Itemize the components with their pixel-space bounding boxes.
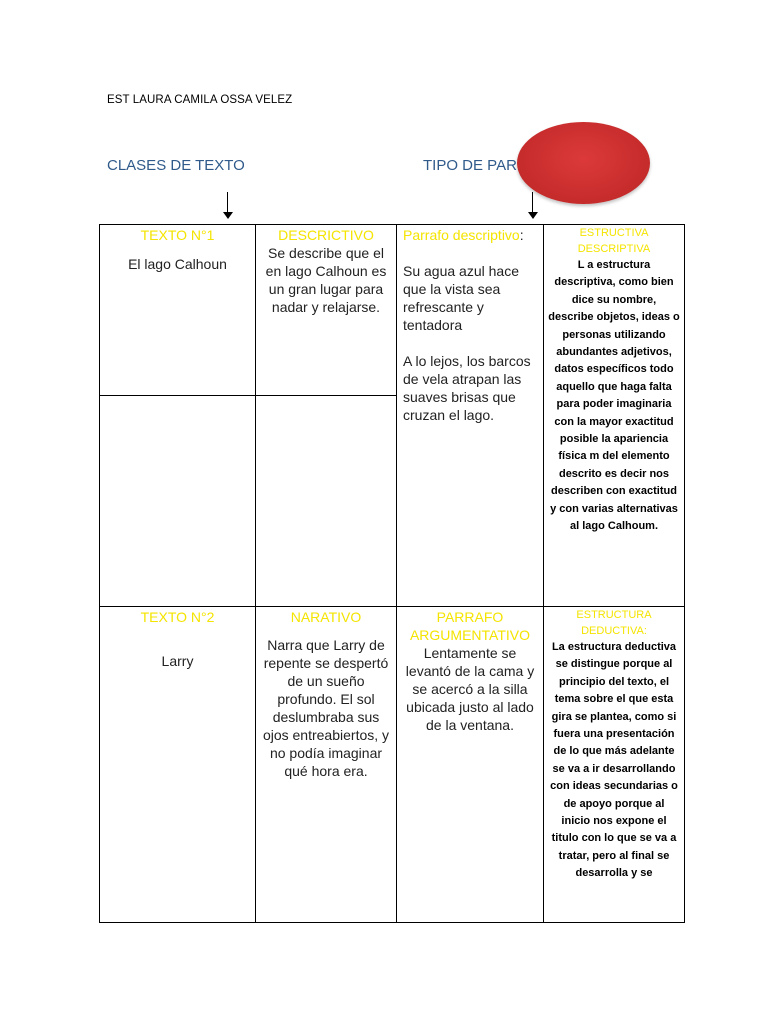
texto-label: TEXTO N°1 <box>140 227 215 243</box>
texto-label: TEXTO N°2 <box>140 609 215 625</box>
estructura-cell <box>544 225 685 607</box>
texto-title: Larry <box>161 653 194 669</box>
clases-heading: CLASES DE TEXTO <box>107 157 245 174</box>
texto-cell <box>100 225 256 396</box>
parrafo-cell <box>397 607 544 923</box>
parrafo-label: Parrafo descriptivo <box>403 227 520 243</box>
clase-text: Narra que Larry de repente se despertó de un sueño profundo. El sol deslumbraba sus ojos entreabiertos, y no podía imaginar qué hora era. <box>262 637 390 779</box>
texto-title: El lago Calhoun <box>128 256 227 272</box>
parrafo-text: Lentamente se levantó de la cama y se acercó a la silla ubicada justo al lado de la ventana. <box>405 645 535 733</box>
parrafo-label: PARRAFO ARGUMENTATIVO <box>409 609 531 643</box>
clase-cell <box>256 225 397 396</box>
estructura-label: ESTRUCTURA DEDUCTIVA: <box>576 609 652 637</box>
estructura-text: L a estructura descriptiva, como bien dice su nombre, describe objetos, ideas o personas utilizando abundantes adjetivos, datos específicos todo aquello que haga falta para poder imaginaria con la mayor exactitud posible la apariencia física m del elemento descrito es decir nos describen con exactitud y con varias alternativas al lago Calhoum. <box>548 259 680 533</box>
clase-cell <box>256 607 397 923</box>
estructura-text: La estructura deductiva se distingue porque al principio del texto, el tema sobre el que esta gira se plantea, como si fuera una presentación de lo que más adelante se va a ir desarrollando con ideas secundarias o de apoyo porque al inicio nos expone el titulo con lo que se va a tratar, pero al final se desarrolla y se <box>550 641 678 880</box>
parrafo-colon: : <box>519 227 524 243</box>
estructura-label: ESTRUCTIVA DESCRIPTIVA <box>577 227 651 255</box>
empty-cell <box>256 396 397 607</box>
parrafo-text-2: A lo lejos, los barcos de vela atrapan las suaves brisas que cruzan el lago. <box>403 353 531 423</box>
tipo-heading: TIPO DE PAR <box>423 157 517 174</box>
empty-cell <box>100 396 256 607</box>
estructura-cell <box>544 607 685 923</box>
parrafo-text-1: Su agua azul hace que la vista sea refrescante y tentadora <box>403 263 519 333</box>
author-name: EST LAURA CAMILA OSSA VELEZ <box>107 94 293 106</box>
parrafo-cell <box>397 225 544 607</box>
texto-cell <box>100 607 256 923</box>
down-arrow-icon <box>223 192 233 220</box>
clase-label: NARATIVO <box>290 609 362 625</box>
clase-label: DESCRICTIVO <box>278 227 374 243</box>
down-arrow-icon <box>528 192 538 220</box>
clase-text: Se describe que el en lago Calhoun es un gran lugar para nadar y relajarse. <box>265 245 387 315</box>
text-analysis-table <box>99 224 685 923</box>
